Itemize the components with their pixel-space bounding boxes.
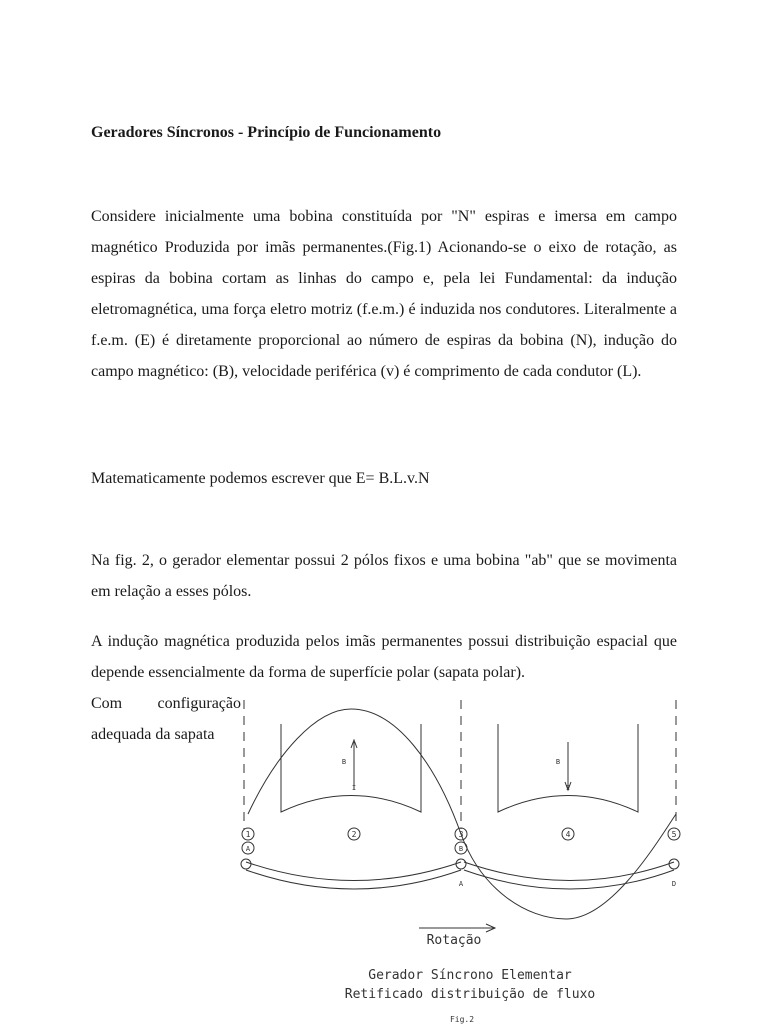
marker-text-4: 4 (565, 830, 571, 839)
rotor-arc-right-inner (464, 870, 677, 889)
marker-text-5: 5 (671, 830, 677, 839)
rotor-arc-right-outer (464, 862, 674, 881)
paragraph-induction-line4: adequada da sapata (91, 726, 215, 743)
paragraph-induction-line3 (91, 695, 241, 713)
rotor-arc-left-outer (246, 862, 461, 881)
marker-text-2: 2 (351, 830, 357, 839)
word-configuracao: configuração (157, 695, 241, 712)
pole-shoe-north (281, 724, 421, 812)
figure-caption-line2: Retificado distribuição de fluxo (344, 987, 596, 1002)
paragraph-induction: A indução magnética produzida pelos imãs permanentes possui distribuição espacial que depende essencialmente da forma de superfície polar (sapata polar). (91, 633, 677, 681)
conductor-right (669, 859, 679, 869)
figure-diagram (236, 694, 692, 1024)
word-com: Com (91, 695, 123, 712)
pole-label-south: B (555, 758, 561, 766)
conductor-text-a: A (245, 845, 251, 853)
paragraph-fig2: Na fig. 2, o gerador elementar possui 2 pólos fixos e uma bobina "ab" que se movimenta em relação a esses pólos. (91, 552, 677, 600)
page-title: Geradores Síncronos - Princípio de Funcionamento (91, 124, 442, 141)
figure-caption-line1: Gerador Síncrono Elementar (368, 968, 572, 983)
pole-label-north: B (341, 758, 347, 766)
conductor-left (241, 859, 251, 869)
rotor-arc-left-inner (246, 870, 461, 889)
conductor-text-b: B (458, 845, 464, 853)
paragraph-intro: Considere inicialmente uma bobina constituída por "N" espiras e imersa em campo magnético Produzida por imãs permanentes.(Fig.1) Acionando-se o eixo de rotação, as espiras da bobina cortam as linhas do campo e, pela lei Fundamental: da indução eletromagnética, uma força eletro motriz (f.e.m.) é induzida nos condutores. Literalmente a f.e.m. (E) é diretamente proporcional ao número de espiras da bobina (N), indução do campo magnético: (B), velocidade periférica (v) é comprimento de cada condutor (L). (91, 208, 677, 380)
marker-text-3: 3 (458, 830, 464, 839)
conductor-middle (456, 859, 466, 869)
formula-line: Matematicamente podemos escrever que E= B.L.v.N (91, 470, 430, 487)
bottom-label-a: A (458, 880, 464, 888)
bottom-label-d: D (671, 880, 677, 888)
current-label-north: I (351, 784, 357, 792)
rotation-label: Rotação (426, 933, 482, 948)
current-label-south: I (565, 784, 571, 792)
marker-text-1: 1 (245, 830, 251, 839)
figure-label: Fig.2 (449, 1015, 475, 1024)
figure-gerador-sincrono (236, 694, 692, 1024)
